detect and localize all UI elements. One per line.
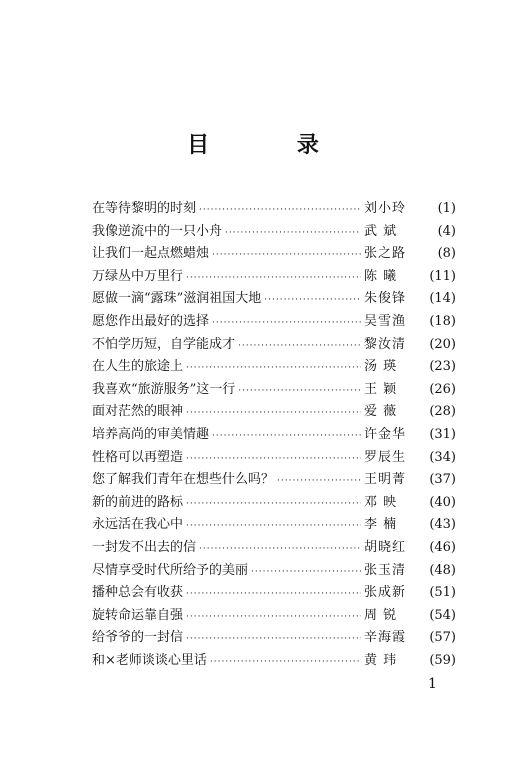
entry-author: 吴雪渔: [364, 313, 407, 329]
leader-dots: [225, 228, 361, 238]
entry-title: 面对茫然的眼神: [92, 404, 184, 420]
entry-author: 王 颖: [364, 381, 398, 397]
entry-page: (18): [429, 313, 456, 329]
entry-page: (31): [429, 426, 456, 442]
entry-title: 旋转命运靠自强: [92, 607, 184, 623]
entry-page: (51): [429, 585, 456, 601]
entry-page: (4): [437, 223, 456, 239]
toc-entry: [92, 287, 456, 310]
entry-page: (57): [429, 630, 456, 646]
leader-dots: [186, 589, 361, 599]
entry-page: (14): [429, 291, 456, 307]
entry-author: 周 锐: [364, 607, 398, 623]
entry-author: 黎汝清: [364, 336, 407, 352]
leader-dots: [186, 363, 361, 373]
leader-dots: [238, 341, 361, 351]
leader-dots: [186, 454, 361, 464]
entry-author: 张成新: [364, 585, 407, 601]
leader-dots: [199, 205, 361, 215]
entry-page: (54): [429, 607, 456, 623]
entry-author: 许金华: [364, 426, 407, 442]
toc-entry: [92, 197, 456, 220]
entry-author: 李 楠: [364, 517, 398, 533]
toc-entry: [92, 446, 456, 469]
entry-page: (1): [437, 201, 456, 216]
leader-dots: [186, 634, 361, 644]
entry-page: (48): [429, 562, 456, 578]
leader-dots: [199, 544, 361, 554]
toc-entry: [92, 559, 456, 582]
entry-title: 万绿丛中万里行: [92, 268, 184, 284]
entry-author: 陈 曦: [364, 268, 398, 284]
toc-entry: [92, 242, 456, 265]
entry-title: 我像逆流中的一只小舟: [92, 223, 223, 239]
entry-page: (20): [429, 336, 456, 352]
toc-entry: [92, 626, 456, 649]
entry-author: 汤 瑛: [364, 359, 398, 375]
entry-author: 张之路: [364, 246, 407, 262]
toc-entry: [92, 310, 456, 333]
entry-title: 和×老师谈谈心里话: [92, 652, 207, 668]
toc-entry: [92, 604, 456, 627]
leader-dots: [277, 476, 361, 486]
entry-author: 刘小玲: [364, 201, 407, 216]
leader-dots: [186, 499, 361, 509]
leader-dots: [186, 521, 361, 531]
leader-dots: [210, 657, 361, 667]
entry-author: 朱俊锋: [364, 291, 407, 307]
entry-page: (40): [429, 494, 456, 510]
entry-title: 新的前进的路标: [92, 494, 184, 510]
leader-dots: [212, 250, 361, 260]
entry-title: 愿您作出最好的选择: [92, 313, 210, 329]
entry-page: (37): [429, 472, 456, 488]
entry-page: (11): [429, 268, 456, 284]
toc-entry: [92, 649, 456, 672]
entry-title: 尽情享受时代所给予的美丽: [92, 562, 249, 578]
leader-dots: [186, 408, 361, 418]
toc-entry: [92, 265, 456, 288]
toc-entry: [92, 491, 456, 514]
entry-page: (23): [429, 359, 456, 375]
entry-page: (28): [429, 404, 456, 420]
entry-title: 您了解我们青年在想些什么吗？: [92, 472, 275, 488]
entry-author: 黄 玮: [364, 652, 398, 668]
entry-author: 胡晓红: [364, 539, 407, 555]
entry-title: 培养高尚的审美情趣: [92, 426, 210, 442]
entry-page: (34): [429, 449, 456, 465]
toc-entry: [92, 423, 456, 446]
leader-dots: [238, 386, 361, 396]
entry-title: 不怕学历短，自学能成才: [92, 336, 236, 352]
toc-entry: [92, 581, 456, 604]
toc-entry: [92, 513, 456, 536]
leader-dots: [251, 567, 361, 577]
entry-title: 我喜欢“旅游服务”这一行: [92, 381, 236, 397]
entry-author: 武 斌: [364, 223, 398, 239]
toc-entry: [92, 333, 456, 356]
toc-entry: [92, 378, 456, 401]
leader-dots: [186, 612, 361, 622]
entry-title: 给爷爷的一封信: [92, 630, 184, 646]
entry-author: 罗辰生: [364, 449, 407, 465]
entry-page: (26): [429, 381, 456, 397]
entry-page: (59): [429, 652, 456, 668]
toc-entry: [92, 468, 456, 491]
toc-entry: [92, 220, 456, 243]
entry-title: 永远活在我心中: [92, 517, 184, 533]
entry-author: 王明菁: [364, 472, 407, 488]
page-number: 1: [428, 676, 437, 692]
entry-title: 性格可以再塑造: [92, 449, 184, 465]
entry-page: (43): [429, 517, 456, 533]
entry-title: 让我们一起点燃蜡烛: [92, 246, 210, 262]
entry-title: 在人生的旅途上: [92, 359, 184, 375]
entry-title: 愿做一滴“露珠”滋润祖国大地: [92, 291, 262, 307]
entry-title: 一封发不出去的信: [92, 539, 197, 555]
entry-author: 辛海霞: [364, 630, 407, 646]
entry-title: 播种总会有收获: [92, 585, 184, 601]
page-title: 目 录: [187, 132, 359, 158]
toc-entry: [92, 355, 456, 378]
toc-entry: [92, 400, 456, 423]
entry-author: 张玉清: [364, 562, 407, 578]
leader-dots: [212, 431, 361, 441]
entry-page: (46): [429, 539, 456, 555]
table-of-contents: [92, 197, 456, 671]
entry-author: 邓 映: [364, 494, 398, 510]
entry-page: (8): [437, 246, 456, 262]
leader-dots: [264, 295, 361, 305]
entry-author: 爱 薇: [364, 404, 398, 420]
entry-title: 在等待黎明的时刻: [92, 201, 197, 216]
leader-dots: [212, 318, 361, 328]
leader-dots: [186, 273, 361, 283]
toc-entry: [92, 536, 456, 559]
